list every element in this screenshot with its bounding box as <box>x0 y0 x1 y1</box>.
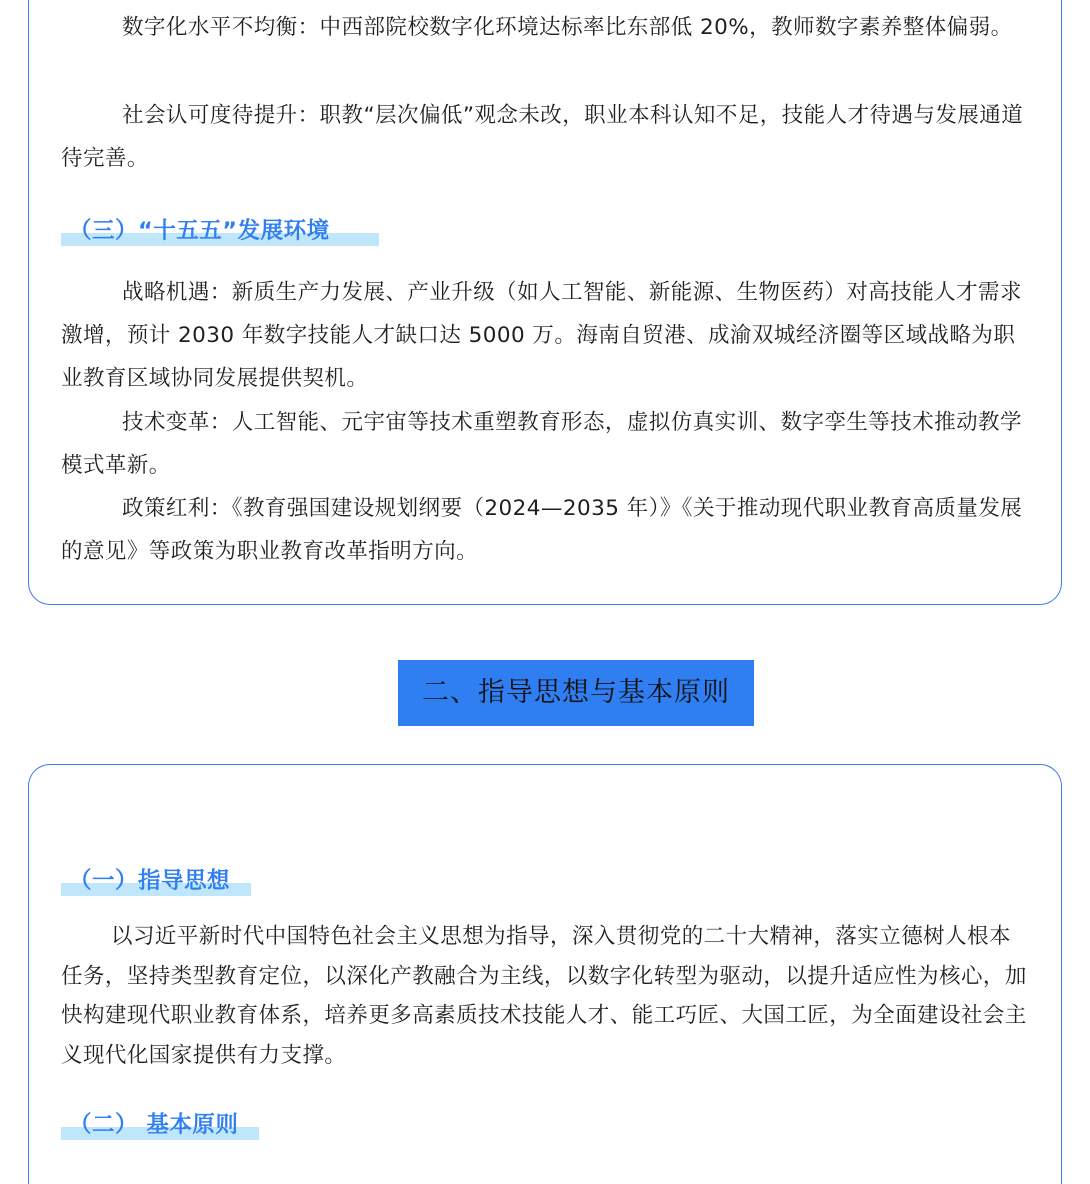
paragraph-strategic-opportunity: 战略机遇：新质生产力发展、产业升级（如人工智能、新能源、生物医药）对高技能人才需求激增，预计 2030 年数字技能人才缺口达 5000 万。海南自贸港、成渝双城经济圈等区域战略为职业教育区域协同发展提供契机。 <box>61 280 1022 391</box>
section-title: 二、指导思想与基本原则 <box>398 660 754 726</box>
subheading-basic-principles <box>61 1110 259 1140</box>
subheading-text: （二） 基本原则 <box>69 1112 239 1138</box>
paragraph-social-recognition: 社会认可度待提升：职教“层次偏低”观念未改，职业本科认知不足，技能人才待遇与发展通道待完善。 <box>61 103 1024 171</box>
subheading-text: （三）“十五五”发展环境 <box>69 218 330 244</box>
subheading-guiding-ideology <box>61 866 251 896</box>
paragraph-policy-dividend: 政策红利：《教育强国建设规划纲要（2024—2035 年）》《关于推动现代职业教育高质量发展的意见》等政策为职业教育改革指明方向。 <box>61 496 1023 564</box>
paragraph-guiding-ideology: 以习近平新时代中国特色社会主义思想为指导，深入贯彻党的二十大精神，落实立德树人根本任务，坚持类型教育定位，以深化产教融合为主线，以数字化转型为驱动，以提升适应性为核心，加快构建现代职业教育体系，培养更多高素质技术技能人才、能工巧匠、大国工匠，为全面建设社会主义现代化国家提供有力支撑。 <box>61 924 1027 1068</box>
subheading-text: （一）指导思想 <box>69 868 231 894</box>
paragraph-digital-imbalance: 数字化水平不均衡：中西部院校数字化环境达标率比东部低 20%，教师数字素养整体偏弱。 <box>122 15 1013 40</box>
paragraph-technology-change: 技术变革：人工智能、元宇宙等技术重塑教育形态，虚拟仿真实训、数字孪生等技术推动教学模式革新。 <box>61 410 1022 478</box>
subheading-development-environment <box>61 216 379 246</box>
